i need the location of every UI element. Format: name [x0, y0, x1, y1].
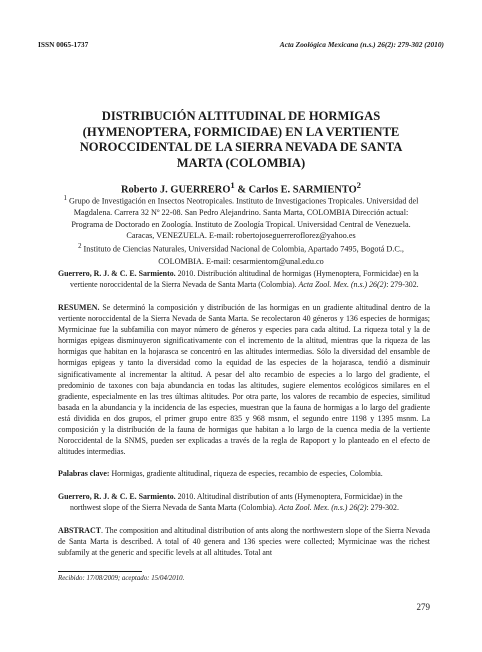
affiliations	[58, 193, 424, 267]
citation-authors-en: Guerrero, R. J. & C. E. Sarmiento.	[58, 492, 176, 501]
citation-authors: Guerrero, R. J. & C. E. Sarmiento.	[58, 269, 176, 278]
author-2-affiliation-mark: 2	[356, 180, 361, 190]
author-1: Roberto J. GUERRERO	[121, 184, 231, 196]
running-header	[38, 40, 444, 52]
affiliation-2: $^2$ Instituto de Ciencias Naturales, Universidad Nacional de Colombia, Apartado 7495, Bogotá D.C., COLOMBIA. E-mail: cesarmientom@unal.edu.co	[78, 243, 404, 266]
affiliation-1: $^1$ Grupo de Investigación en Insectos Neotropicales. Instituto de Investigaciones Tropicales. Universidad del Magdalena. Carrera 32 Nº 22-08. San Pedro Alejandrino. Santa Marta, COLOMBIA Dirección actual: Programa de Doctorado en Zoología. Instituto de Zoología Tropical. Universidad Central de Venezuela. Caracas, VENEZUELA. E-mail: robertojoseguerreroflorez@yahoo.es	[63, 195, 419, 240]
journal-reference: Acta Zoológica Mexicana (n.s.) 26(2): 279-302 (2010)	[279, 40, 444, 49]
received-date: Recibido: 17/08/2009; aceptado: 15/04/2010.	[58, 575, 185, 582]
keywords	[58, 468, 430, 479]
issn: ISSN 0065-1737	[38, 40, 89, 49]
resumen-paragraph	[58, 302, 430, 457]
abstract-paragraph	[58, 525, 430, 558]
keywords-label: Palabras clave:	[58, 469, 110, 478]
keywords-text: Hormigas, gradiente altitudinal, riqueza de especies, recambio de especies, Colombia.	[109, 469, 383, 478]
citation-journal-en: Acta Zool. Mex. (n.s.) 26(2)	[278, 503, 367, 513]
author-1-affiliation-mark: 1	[230, 180, 235, 190]
citation-journal: Acta Zool. Mex. (n.s.) 26(2)	[298, 280, 387, 290]
author-2: Carlos E. SARMIENTO	[248, 184, 357, 196]
author-separator: &	[234, 184, 249, 196]
abstract-label: ABSTRACT	[58, 526, 101, 535]
abstract-text: . The composition and altitudinal distribution of ants along the northwestern slope of the Sierra Nevada de Santa Marta is described. A total of 40 genera and 136 species were collected; Myrmicinae was the richest subfamily at the generic and specific levels at all altitudes. Total ant	[58, 526, 430, 558]
page-number: 279	[416, 602, 430, 612]
resumen-label: RESUMEN.	[58, 303, 100, 312]
citation-spanish: Guerrero, R. J. & C. E. Sarmiento. 2010. Distribución altitudinal de hormigas (Hymenoptera, Formicidae) en la vertiente noroccidental de la Sierra Nevada de Santa Marta (Colombia). Acta Zool. Mex. (n.s.) 26(2): 279-302.	[58, 269, 419, 290]
citation-english: Guerrero, R. J. & C. E. Sarmiento. 2010. Altitudinal distribution of ants (Hymenoptera, Formicidae) in the northwest slope of the Sierra Nevada de Santa Marta (Colombia). Acta Zool. Mex. (n.s.) 26(2): 279-302.	[58, 492, 403, 513]
article-title: DISTRIBUCIÓN ALTITUDINAL DE HORMIGAS (HYMENOPTERA, FORMICIDAE) EN LA VERTIENTE NOROCCIDENTAL DE LA SIERRA NEVADA DE SANTA MARTA (COLOMBIA)	[79, 109, 403, 170]
resumen-text: Se determinó la composición y distribución de las hormigas en un gradiente altitudinal dentro de la vertiente noroccidental de la Sierra Nevada de Santa Marta. Se recolectaron 40 géneros y 136 especies de hormigas; Myrmicinae fue la subfamilia con mayor número de géneros y especies para cada altitud. La riqueza total y la de hormigas epigeas disminuyeron significativamente con el incremento de la altitud, mientras que la riqueza de las hormigas que habitan en la hojarasca se concentró en las altitudes intermedias. Sólo la diversidad del ensamble de hormigas epigeas y tanto la diversidad como la equidad de las especies de la hojarasca, tendió a disminuir significativamente al incrementar la altitud. A pesar del alto recambio de especies a lo largo del gradiente, el predominio de taxones con baja abundancia en todas las altitudes, sugiere elementos ecológicos similares en el gradiente, especialmente en las tres últimas altitudes. Por otra parte, los valores de recambio de especies, similitud basada en la abundancia y la incidencia de las especies, muestran que la fauna de hormigas a lo largo del gradiente está dividida en dos grupos, el primer grupo entre 835 y 968 msnm, el segundo entre 1198 y 1395 msnm. La composición y la distribución de la fauna de hormigas que habitan a lo largo de la cuenca media de la vertiente Noroccidental de la SNMS, pueden ser explicadas a través de la regla de Rapoport y lo planteado en el efecto de altitudes intermedias.	[58, 303, 430, 457]
footnote-rule	[58, 571, 142, 572]
